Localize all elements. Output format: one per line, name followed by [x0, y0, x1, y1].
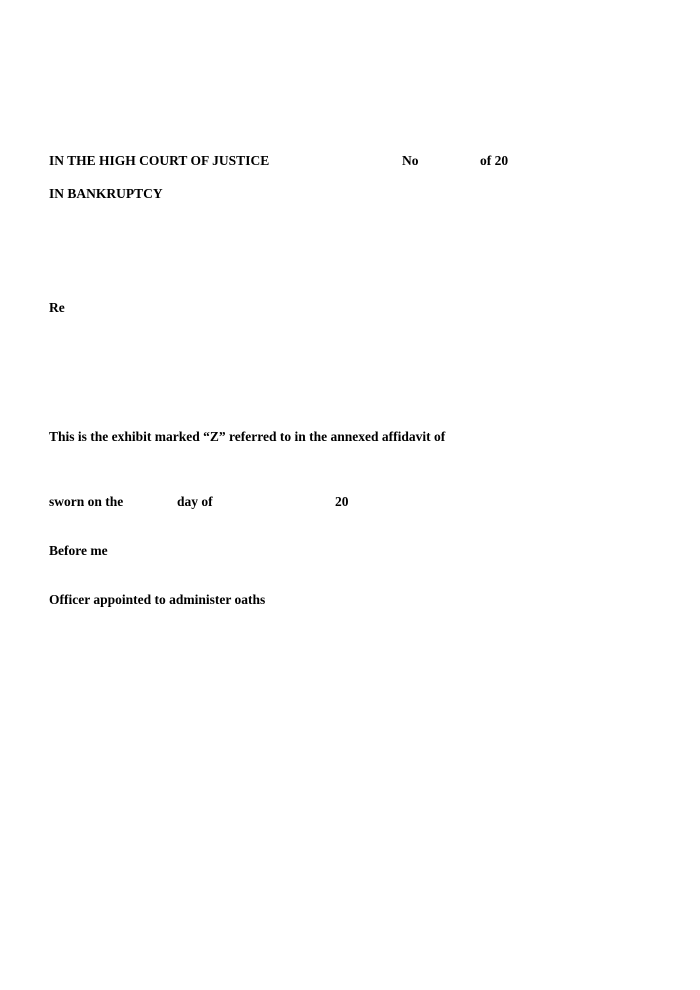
exhibit-statement: This is the exhibit marked “Z” referred to in the annexed affidavit of — [49, 429, 446, 444]
re-label: Re — [49, 300, 65, 315]
sworn-on-label: sworn on the — [49, 494, 124, 509]
case-number-label: No — [402, 153, 419, 168]
day-of-label: day of — [177, 494, 213, 509]
before-me-label: Before me — [49, 543, 108, 558]
officer-label: Officer appointed to administer oaths — [49, 592, 266, 607]
sworn-year-label: 20 — [335, 494, 349, 509]
court-division: IN BANKRUPTCY — [49, 186, 163, 201]
court-name: IN THE HIGH COURT OF JUSTICE — [49, 153, 270, 168]
case-year-label: of 20 — [480, 153, 509, 168]
